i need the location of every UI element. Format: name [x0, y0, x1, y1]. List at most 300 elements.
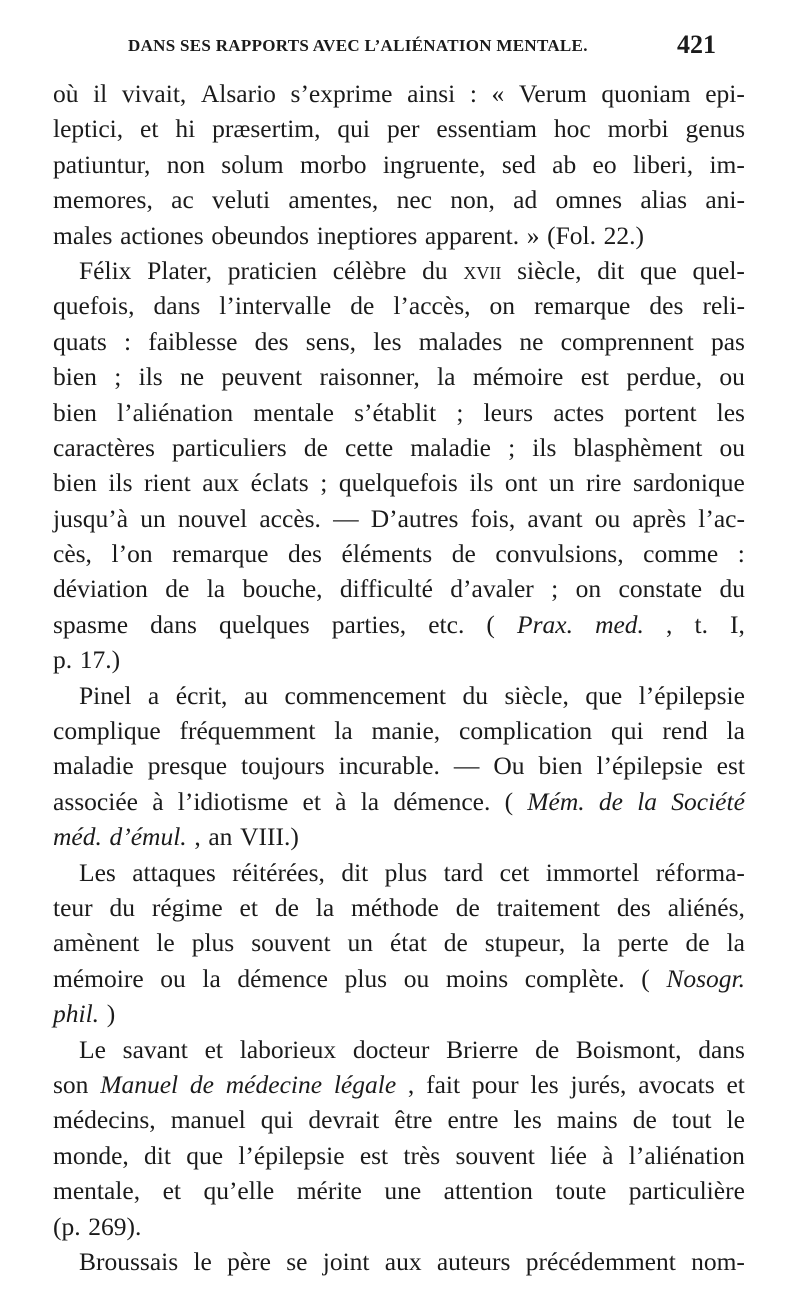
word: la: [637, 786, 658, 816]
word: on: [575, 574, 602, 604]
word: ils: [532, 432, 557, 462]
word: ac: [171, 185, 194, 215]
word: la: [202, 963, 221, 993]
word: attention: [443, 1176, 533, 1206]
word: quats: [53, 326, 107, 356]
word: la: [726, 716, 745, 746]
text-line: [53, 855, 745, 890]
word: et: [726, 1069, 745, 1099]
word: —: [453, 751, 480, 781]
word: la: [726, 928, 745, 958]
text-line: [53, 748, 745, 783]
word: très: [403, 1140, 441, 1170]
word: fréquemment: [179, 716, 316, 746]
word: ainsi: [407, 79, 456, 108]
word: plus: [384, 857, 428, 887]
word: an: [208, 822, 233, 852]
word: devrait: [308, 1105, 380, 1135]
word: mentale: [253, 397, 334, 427]
word: sardonique: [632, 468, 745, 498]
word: mérite: [296, 1176, 362, 1206]
word: l’aliénation: [117, 397, 234, 427]
word: du: [422, 255, 448, 285]
word: etc.: [428, 609, 465, 639]
word: est: [359, 1140, 389, 1170]
word: des: [616, 892, 651, 922]
word: difficulté: [339, 574, 433, 604]
word: Verum: [518, 79, 587, 108]
word: un: [140, 503, 166, 533]
word: mémoire: [53, 963, 144, 993]
word: pas: [710, 326, 745, 356]
word: des: [649, 291, 684, 321]
word: Société: [671, 786, 745, 816]
word: reli-: [702, 291, 745, 321]
word: au: [243, 680, 269, 710]
text-line: [53, 147, 745, 182]
word: perte: [617, 928, 669, 958]
word: dit: [144, 1140, 171, 1170]
word: morbo: [299, 149, 367, 179]
word: de: [598, 786, 623, 816]
word: à: [602, 1140, 614, 1170]
word: remarque: [534, 291, 631, 321]
text-line: [53, 465, 745, 500]
word: de: [685, 928, 710, 958]
word: père: [227, 1246, 271, 1276]
word: le: [193, 1246, 212, 1276]
word: et: [162, 1176, 181, 1206]
text-line: [53, 324, 745, 359]
word: est: [580, 362, 610, 392]
word: on: [489, 291, 516, 321]
word: siècle,: [517, 255, 582, 285]
word: ): [106, 999, 116, 1029]
word: actes: [553, 397, 605, 427]
word: manie,: [371, 716, 441, 746]
word: pour: [471, 1069, 519, 1099]
word: son: [53, 1069, 89, 1099]
word: les: [530, 1069, 559, 1099]
word: memores,: [53, 185, 153, 215]
word: 17.): [79, 645, 121, 675]
word: Brierre: [446, 1034, 519, 1064]
word: leptici,: [53, 114, 124, 144]
word: l’épilepsie: [238, 1140, 345, 1170]
word: VIII.): [240, 822, 299, 852]
text-line: [53, 607, 745, 642]
word: quel-: [692, 255, 745, 285]
word: præsertim,: [212, 114, 321, 144]
word: médecine: [225, 1069, 323, 1099]
word: que: [639, 255, 677, 285]
word: maladie: [53, 751, 134, 781]
word: (Fol.: [547, 220, 596, 250]
word: I,: [730, 609, 745, 639]
text-line: [53, 395, 745, 430]
word: «: [491, 79, 505, 108]
word: du: [109, 892, 136, 922]
word: comprennent: [560, 326, 694, 356]
word: et: [302, 786, 321, 816]
word: dans: [698, 1034, 745, 1064]
word: s’établit: [354, 397, 437, 427]
word: les: [373, 326, 402, 356]
word: accès.: [259, 503, 321, 533]
text-line: [53, 925, 745, 960]
word: ,: [407, 1069, 415, 1099]
word: quelquefois: [338, 468, 458, 498]
word: (p.: [53, 1211, 81, 1241]
word: ,: [666, 609, 673, 639]
word: Ou: [493, 751, 525, 781]
word: (: [641, 963, 650, 993]
word: t.: [694, 609, 708, 639]
text-line: [53, 642, 745, 677]
word: blasphèment: [573, 432, 703, 462]
word: ,: [194, 822, 201, 852]
word: fois,: [470, 503, 516, 533]
word: Félix: [79, 255, 132, 285]
word: dit: [597, 255, 625, 285]
text-line: [53, 713, 745, 748]
word: ingruente,: [382, 149, 486, 179]
word: complique: [53, 716, 161, 746]
word: liberi,: [632, 149, 694, 179]
word: genus: [685, 114, 745, 144]
word: ils: [108, 468, 133, 498]
word: traitement: [496, 892, 600, 922]
word: per: [386, 114, 420, 144]
word: entre: [447, 1105, 499, 1135]
word: démence.: [393, 786, 491, 816]
word: veluti: [212, 185, 271, 215]
word: omnes: [555, 185, 623, 215]
word: incurable.: [338, 751, 440, 781]
word: D’autres: [370, 503, 459, 533]
word: l’épilepsie: [596, 751, 703, 781]
word: ;: [320, 468, 328, 498]
word: de: [443, 928, 468, 958]
word: quefois,: [53, 291, 135, 321]
word: toujours: [241, 751, 325, 781]
word: portent: [624, 397, 697, 427]
word: médecins,: [53, 1105, 156, 1135]
word: ani-: [705, 185, 745, 215]
word: le: [156, 928, 175, 958]
word: dit: [341, 857, 369, 887]
word: jusqu’à: [53, 503, 129, 533]
word: la: [206, 574, 226, 604]
word: que: [186, 1140, 224, 1170]
word: de: [451, 539, 476, 569]
word: à: [152, 786, 164, 816]
word: quoniam: [601, 79, 691, 108]
word: de: [632, 1105, 657, 1135]
word: ne: [519, 326, 544, 356]
word: l’aliénation: [628, 1140, 745, 1170]
text-line: [53, 111, 745, 146]
word: plus: [344, 963, 388, 993]
word: l’ac-: [698, 503, 745, 533]
word: état: [389, 928, 427, 958]
word: de: [535, 1034, 560, 1064]
word: monde,: [53, 1140, 129, 1170]
running-head: [0, 30, 800, 70]
word: patiuntur,: [53, 149, 151, 179]
word: du: [719, 574, 745, 604]
text-line: [53, 890, 745, 925]
word: faiblesse: [148, 326, 238, 356]
word: nec: [396, 185, 432, 215]
word: Mém.: [527, 786, 585, 816]
word: »: [526, 220, 540, 250]
word: jurés,: [570, 1069, 627, 1099]
word: précédemment: [525, 1246, 676, 1276]
word: mentale,: [53, 1176, 141, 1206]
word: epi-: [705, 79, 745, 108]
word: dans: [150, 609, 197, 639]
word: phil.: [53, 999, 100, 1029]
word: manuel: [170, 1105, 246, 1135]
word: Nosogr.: [666, 963, 745, 993]
word: démence: [237, 963, 328, 993]
word: immortel: [545, 857, 640, 887]
word: de: [189, 1069, 214, 1099]
word: ou: [594, 503, 621, 533]
word: qui: [610, 716, 644, 746]
word: ne: [180, 362, 205, 392]
word: ;: [551, 574, 559, 604]
text-line: [53, 182, 745, 217]
text-line: [53, 784, 745, 819]
word: réforma-: [655, 857, 745, 887]
word: particulière: [628, 1176, 745, 1206]
word: souvent: [455, 1140, 535, 1170]
word: maladie: [410, 432, 491, 462]
word: solum: [221, 149, 284, 179]
word: souvent: [251, 928, 331, 958]
word: malades: [418, 326, 503, 356]
word: réitérées,: [232, 857, 325, 887]
word: aliénés,: [667, 892, 745, 922]
text-line: [53, 253, 745, 288]
word: la: [582, 928, 601, 958]
text-line: [53, 501, 745, 536]
word: morbi: [607, 114, 669, 144]
word: teur: [53, 892, 93, 922]
word: Prax.: [517, 609, 573, 639]
text-line: [53, 1244, 745, 1279]
word: complication: [459, 716, 593, 746]
text-line: [53, 218, 745, 253]
word: ab: [552, 149, 577, 179]
word: nom-: [691, 1246, 745, 1276]
word: de: [455, 892, 480, 922]
word: est: [716, 751, 745, 781]
word: (: [504, 786, 514, 816]
text-line: [53, 1138, 745, 1173]
word: il: [93, 79, 108, 108]
word: de: [303, 432, 328, 462]
word: la: [437, 362, 456, 392]
body-text: [53, 76, 745, 1279]
word: stupeur,: [484, 928, 566, 958]
word: bouche,: [242, 574, 323, 604]
word: écrit,: [175, 680, 228, 710]
word: toute: [555, 1176, 607, 1206]
word: Manuel: [100, 1069, 179, 1099]
text-line: [53, 961, 745, 996]
word: p.: [53, 645, 73, 675]
text-line: [53, 819, 745, 854]
word: im-: [709, 149, 745, 179]
word: la: [334, 716, 353, 746]
word: comme: [643, 539, 719, 569]
word: Plater,: [147, 255, 213, 285]
word: à: [335, 786, 347, 816]
word: —: [333, 503, 359, 533]
word: associée: [53, 786, 138, 816]
word: raisonner,: [319, 362, 420, 392]
word: nouvel: [177, 503, 248, 533]
word: med.: [595, 609, 644, 639]
word: parties,: [331, 609, 407, 639]
word: rient: [144, 468, 191, 498]
running-head-title: DANS SES RAPPORTS AVEC L’ALIÉNATION MENTALE.: [128, 36, 588, 55]
word: Alsario: [200, 79, 276, 108]
word: célèbre: [332, 255, 407, 285]
word: obeundos: [211, 220, 310, 250]
word: ad: [513, 185, 538, 215]
word: docteur: [352, 1034, 430, 1064]
word: caractères: [53, 432, 155, 462]
word: alias: [640, 185, 688, 215]
word: Pinel: [79, 680, 132, 710]
word: joint: [322, 1246, 370, 1276]
word: cette: [345, 432, 394, 462]
word: tard: [443, 857, 484, 887]
word: un: [549, 468, 575, 498]
word: attaques: [132, 857, 216, 887]
word: hoc: [553, 114, 591, 144]
word: leurs: [483, 397, 534, 427]
word: qui: [337, 114, 371, 144]
word: une: [384, 1176, 422, 1206]
word: ou: [160, 963, 186, 993]
word: bien: [538, 751, 583, 781]
word: ;: [456, 397, 464, 427]
word: tout: [671, 1105, 712, 1135]
word: Les: [79, 857, 116, 887]
text-line: [53, 1102, 745, 1137]
word: non: [166, 149, 205, 179]
word: perdue,: [626, 362, 703, 392]
word: après: [632, 503, 687, 533]
word: complète.: [524, 963, 625, 993]
word: cet: [499, 857, 530, 887]
word: hi: [175, 114, 196, 144]
word: convulsions,: [495, 539, 624, 569]
word: d’émul.: [109, 822, 187, 852]
page-number: 421: [677, 30, 716, 59]
word: peuvent: [221, 362, 303, 392]
word: où: [53, 79, 79, 108]
text-line: [53, 430, 745, 465]
word: quelques: [219, 609, 310, 639]
word: du: [462, 680, 488, 710]
text-line: [53, 536, 745, 571]
word: constate: [618, 574, 703, 604]
word: ou: [719, 432, 745, 462]
word: 269).: [88, 1211, 142, 1241]
word: ou: [403, 963, 430, 993]
word: méthode: [351, 892, 439, 922]
word: d’avaler: [450, 574, 534, 604]
word: non,: [450, 185, 495, 215]
word: avocats: [638, 1069, 715, 1099]
word: auteurs: [436, 1246, 511, 1276]
word: de: [165, 574, 190, 604]
word: rire: [586, 468, 622, 498]
word: presque: [147, 751, 228, 781]
word: de: [274, 892, 299, 922]
word: :: [737, 539, 745, 569]
word: s’exprime: [290, 79, 393, 108]
word: particuliers: [172, 432, 287, 462]
word: qui: [260, 1105, 294, 1135]
word: l’épilepsie: [638, 680, 745, 710]
word: éclats: [250, 468, 309, 498]
word: plus: [191, 928, 235, 958]
word: que: [585, 680, 623, 710]
word: des: [254, 326, 289, 356]
word: l’accès,: [393, 291, 471, 321]
word: des: [287, 539, 322, 569]
word: aux: [384, 1246, 422, 1276]
word: amènent: [53, 928, 140, 958]
word: :: [469, 79, 477, 108]
text-line: [53, 678, 745, 713]
word: le: [726, 1105, 745, 1135]
word: vivait,: [121, 79, 187, 108]
word: la: [360, 786, 380, 816]
word: avant: [527, 503, 583, 533]
word: 22.): [603, 220, 645, 250]
word: mains: [556, 1105, 618, 1135]
text-line: [53, 359, 745, 394]
word: amentes,: [288, 185, 379, 215]
text-line: [53, 76, 745, 111]
word: (: [486, 609, 495, 639]
text-line: [53, 1209, 745, 1244]
word: un: [347, 928, 373, 958]
word: fait: [426, 1069, 461, 1099]
text-line: [53, 571, 745, 606]
word: rend: [662, 716, 708, 746]
word: Broussais: [79, 1246, 179, 1276]
word: régime: [151, 892, 223, 922]
word: spasme: [53, 609, 129, 639]
word: males: [53, 220, 113, 250]
text-line: [53, 996, 745, 1031]
word: l’idiotisme: [177, 786, 289, 816]
text-line: [53, 288, 745, 323]
word: dans: [153, 291, 201, 321]
word: sens,: [305, 326, 357, 356]
word: praticien: [227, 255, 317, 285]
word: eo: [592, 149, 617, 179]
